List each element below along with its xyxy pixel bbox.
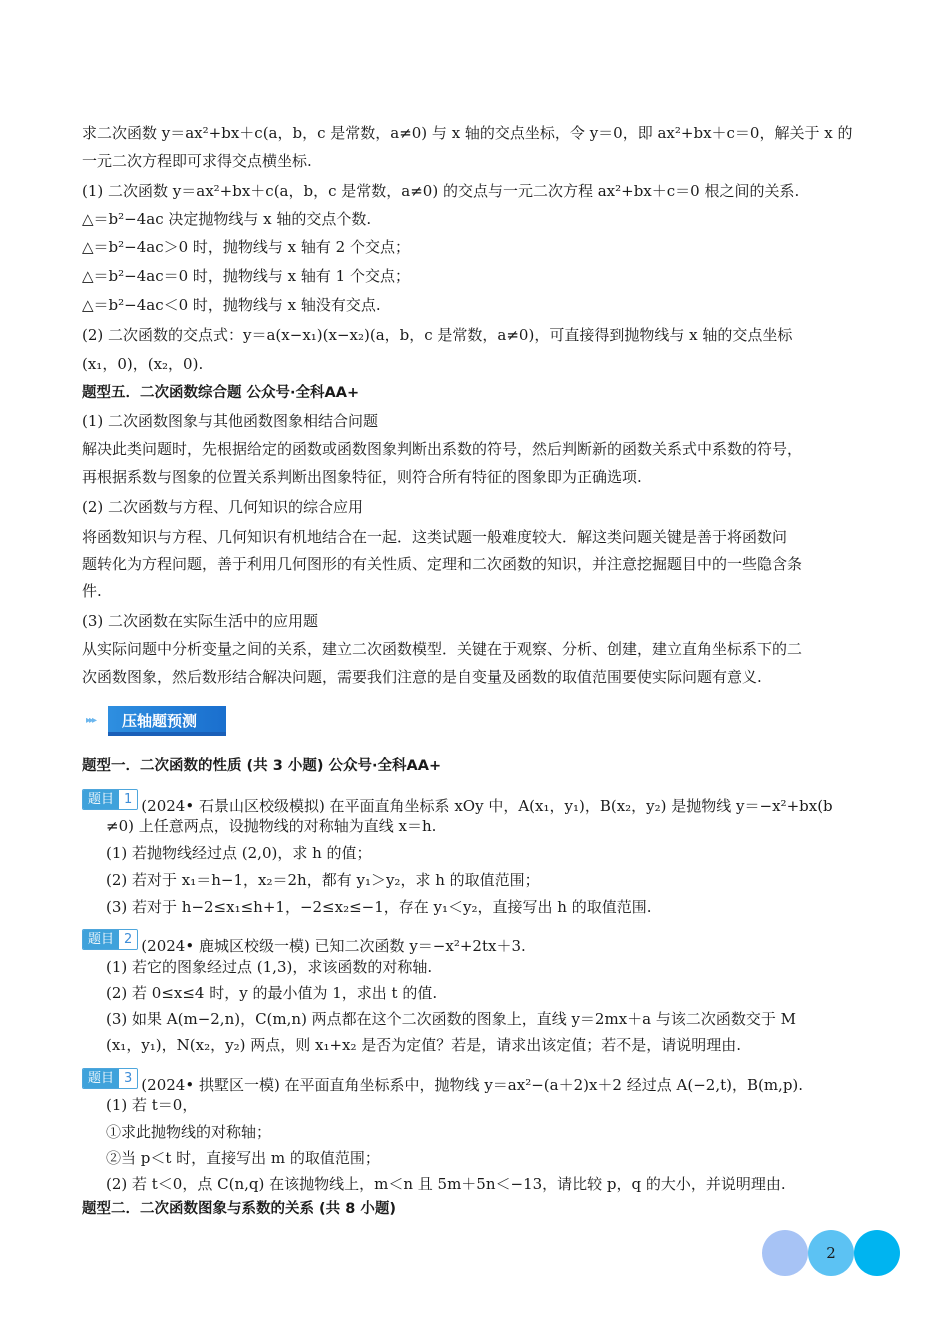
question-number: 3 xyxy=(119,1069,137,1088)
content-line-12: 再根据系数与图象的位置关系判断出图象特征，则符合所有特征的图象即为正确选项. xyxy=(82,468,642,486)
question-1-stem-cont: ≠0) 上任意两点，设抛物线的对称轴为直线 x＝h. xyxy=(106,817,437,835)
question-3-stem xyxy=(82,1068,872,1096)
intro-line-8: (2) 二次函数的交点式：y＝a(x−x₁)(x−x₂)(a，b，c 是常数，a≠0)，可直接得到抛物线与 x 轴的交点坐标 xyxy=(82,326,793,344)
intro-line-6: △＝b²−4ac＝0 时，抛物线与 x 轴有 1 个交点； xyxy=(82,267,410,285)
question-2-part-3: (3) 如果 A(m−2,n)，C(m,n) 两点都在这个二次函数的图象上，直线 y＝2mx＋a 与该二次函数交于 M xyxy=(106,1010,796,1028)
question-3-stem-text: (2024• 拱墅区一模) 在平面直角坐标系中，抛物线 y＝ax²−(a＋2)x＋2 经过点 A(−2,t)，B(m,p). xyxy=(141,1076,804,1094)
question-tag-label: 题目 xyxy=(83,790,119,809)
question-2-part-2: (2) 若 0≤x≤4 时，y 的最小值为 1，求出 t 的值. xyxy=(106,984,438,1002)
prediction-banner xyxy=(86,706,226,736)
page-circle-left xyxy=(762,1230,808,1276)
content-line-18: 从实际问题中分析变量之间的关系，建立二次函数模型．关键在于观察、分析、创建，建立直角坐标系下的二 xyxy=(82,640,803,658)
banner-label: 压轴题预测 xyxy=(108,706,226,736)
question-number: 1 xyxy=(119,790,137,809)
content-line-14: 将函数知识与方程、几何知识有机地结合在一起．这类试题一般难度较大．解这类问题关键是善于将函数问 xyxy=(82,528,788,546)
question-tag xyxy=(82,929,138,950)
chevrons-icon: ▸▸▸ xyxy=(86,715,96,726)
question-2-part-4: (x₁，y₁)，N(x₂，y₂) 两点，则 x₁+x₂ 是否为定值？若是，请求出该定值；若不是，请说明理由. xyxy=(106,1036,742,1054)
intro-line-2: 一元二次方程即可求得交点横坐标. xyxy=(82,152,312,170)
intro-line-9: (x₁，0)，(x₂，0). xyxy=(82,355,204,373)
question-tag-label: 题目 xyxy=(83,930,119,949)
intro-line-3: (1) 二次函数 y＝ax²+bx＋c(a，b，c 是常数，a≠0) 的交点与一元二次方程 ax²+bx＋c＝0 根之间的关系. xyxy=(82,182,800,200)
question-1-part-1: (1) 若抛物线经过点 (2,0)，求 h 的值； xyxy=(106,844,372,862)
intro-line-5: △＝b²−4ac＞0 时，抛物线与 x 轴有 2 个交点； xyxy=(82,238,410,256)
question-number: 2 xyxy=(119,930,137,949)
content-line-15: 题转化为方程问题，善于利用几何图形的有关性质、定理和二次函数的知识，并注意挖掘题目中的一些隐含条 xyxy=(82,555,803,573)
page-number-badge xyxy=(762,1230,902,1278)
content-line-17: (3) 二次函数在实际生活中的应用题 xyxy=(82,612,319,630)
page-circle-right xyxy=(854,1230,900,1276)
content-line-10: (1) 二次函数图象与其他函数图象相结合问题 xyxy=(82,412,379,430)
question-1-stem-text: (2024• 石景山区校级模拟) 在平面直角坐标系 xOy 中，A(x₁，y₁)，B(x₂，y₂) 是抛物线 y＝−x²+bx(b xyxy=(141,797,833,815)
question-tag xyxy=(82,1068,138,1089)
section-1-title: 题型一．二次函数的性质 (共 3 小题) 公众号·全科AA+ xyxy=(82,758,442,774)
content-line-16: 件. xyxy=(82,582,102,600)
question-2-part-1: (1) 若它的图象经过点 (1,3)，求该函数的对称轴. xyxy=(106,958,433,976)
question-3-part-4: (2) 若 t＜0，点 C(n,q) 在该抛物线上，m＜n 且 5m＋5n＜−13，请比较 p，q 的大小，并说明理由. xyxy=(106,1175,786,1193)
question-3-part-3: ②当 p＜t 时，直接写出 m 的取值范围； xyxy=(106,1149,380,1167)
question-3-part-2: ①求此抛物线的对称轴； xyxy=(106,1123,272,1141)
section-2-title: 题型二．二次函数图象与系数的关系 (共 8 小题) xyxy=(82,1201,396,1217)
question-1-part-3: (3) 若对于 h−2≤x₁≤h+1，−2≤x₂≤−1，存在 y₁＜y₂，直接写出 h 的取值范围. xyxy=(106,898,652,916)
question-1-part-2: (2) 若对于 x₁＝h−1，x₂＝2h，都有 y₁＞y₂，求 h 的取值范围； xyxy=(106,871,540,889)
section-5-title: 题型五．二次函数综合题 公众号·全科AA+ xyxy=(82,385,360,401)
page-number: 2 xyxy=(826,1244,836,1262)
question-2-stem xyxy=(82,929,872,957)
intro-line-7: △＝b²−4ac＜0 时，抛物线与 x 轴没有交点. xyxy=(82,296,381,314)
question-tag-label: 题目 xyxy=(83,1069,119,1088)
intro-line-1: 求二次函数 y＝ax²+bx＋c(a，b，c 是常数，a≠0) 与 x 轴的交点坐标，令 y＝0，即 ax²+bx＋c＝0，解关于 x 的 xyxy=(82,124,853,142)
banner-stripe xyxy=(108,732,226,736)
question-2-stem-text: (2024• 鹿城区校级一模) 已知二次函数 y＝−x²+2tx＋3. xyxy=(141,937,526,955)
question-3-part-1: (1) 若 t＝0， xyxy=(106,1096,198,1114)
content-line-11: 解决此类问题时，先根据给定的函数或函数图象判断出系数的符号，然后判断新的函数关系式中系数的符号， xyxy=(82,440,803,458)
question-tag xyxy=(82,789,138,810)
question-1-stem xyxy=(82,789,872,817)
intro-line-4: △＝b²−4ac 决定抛物线与 x 轴的交点个数. xyxy=(82,210,372,228)
content-line-13: (2) 二次函数与方程、几何知识的综合应用 xyxy=(82,498,364,516)
content-line-19: 次函数图象，然后数形结合解决问题，需要我们注意的是自变量及函数的取值范围要使实际问题有意义. xyxy=(82,668,762,686)
